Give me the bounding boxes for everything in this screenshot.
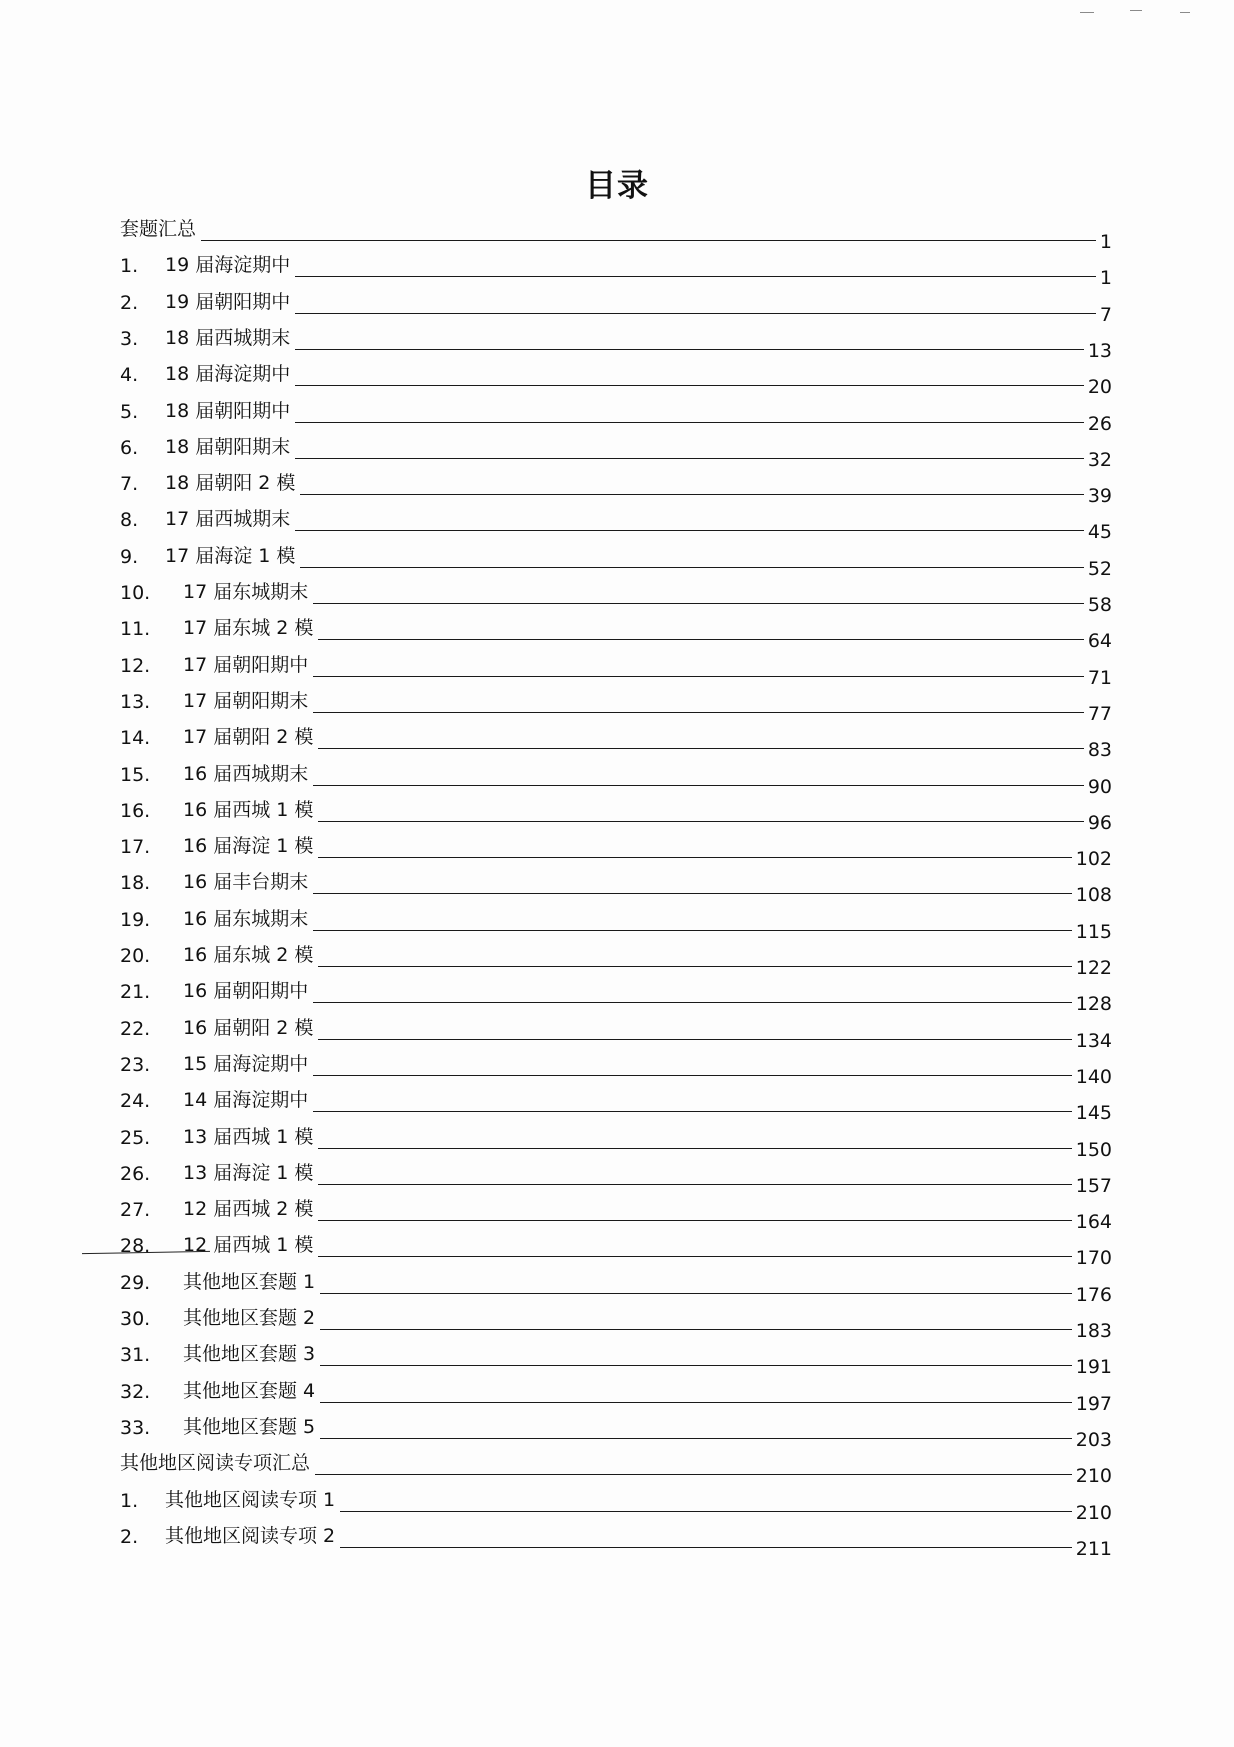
toc-entry-label: 15 届海淀期中 <box>183 1052 309 1075</box>
toc-leader-line <box>295 422 1084 423</box>
scan-mark <box>1180 12 1190 13</box>
toc-leader-line <box>313 1002 1072 1003</box>
toc-entry-label: 17 届朝阳期末 <box>183 689 309 712</box>
toc-entry <box>120 1187 1112 1234</box>
toc-entry <box>120 425 1112 471</box>
toc-entry-number: 2. <box>120 1525 139 1548</box>
toc-entry-label: 14 届海淀期中 <box>183 1089 309 1112</box>
toc-entry-label: 17 届东城期末 <box>183 581 309 603</box>
toc-entry-label: 16 届朝阳 2 模 <box>183 1016 314 1039</box>
toc-leader-line <box>295 276 1096 277</box>
toc-entry-page: 210 <box>1075 1465 1112 1488</box>
toc-entry-number: 17. <box>120 836 151 859</box>
toc-leader-line <box>318 748 1083 749</box>
toc-entry-label: 13 届海淀 1 模 <box>183 1161 314 1184</box>
toc-leader-line <box>318 1039 1071 1040</box>
toc-entry-number: 24. <box>120 1090 151 1113</box>
toc-entry-number: 28. <box>120 1235 151 1258</box>
toc-entry-number: 14. <box>120 727 151 750</box>
toc-entry <box>120 1260 1112 1306</box>
toc-leader-line <box>201 240 1096 241</box>
toc-entry-page: 108 <box>1075 884 1112 907</box>
toc-entry-page: 13 <box>1087 339 1112 362</box>
toc-entry <box>120 1369 1112 1415</box>
toc-leader-line <box>318 1148 1071 1149</box>
toc-entry-page: 170 <box>1075 1247 1112 1270</box>
toc-entry <box>120 1115 1112 1161</box>
toc-entry-page: 32 <box>1087 448 1112 471</box>
toc-entry-number: 1. <box>120 1489 139 1512</box>
toc-entry-label: 其他地区阅读专项 1 <box>165 1488 336 1511</box>
toc-entry-label: 16 届东城期末 <box>183 907 309 930</box>
toc-entry <box>120 497 1112 544</box>
toc-entry <box>120 1296 1112 1342</box>
toc-leader-line <box>318 821 1083 822</box>
toc-entry-page: 210 <box>1075 1501 1112 1524</box>
toc-leader-line <box>320 1329 1072 1330</box>
toc-entry-number: 5. <box>120 400 139 423</box>
toc-leader-line <box>313 1075 1072 1076</box>
toc-leader-line <box>313 785 1084 786</box>
toc-entry-number: 3. <box>120 327 139 350</box>
toc-entry-number: 8. <box>120 509 139 532</box>
toc-entry-page: 157 <box>1075 1174 1112 1197</box>
toc-entry-number: 16. <box>120 799 151 822</box>
toc-entry-page: 1 <box>1099 231 1112 253</box>
toc-entry <box>120 1006 1112 1052</box>
toc-leader-line <box>300 567 1083 568</box>
toc-entry-label: 16 届丰台期末 <box>183 871 309 894</box>
toc-leader-line <box>295 313 1096 314</box>
toc-entry <box>120 860 1112 907</box>
toc-entry-number: 33. <box>120 1416 151 1439</box>
toc-leader-line <box>313 676 1084 677</box>
toc-leader-line <box>320 1293 1072 1294</box>
toc-entry-label: 12 届西城 1 模 <box>183 1234 314 1257</box>
toc-entry-page: 183 <box>1075 1320 1112 1342</box>
toc-entry-label: 17 届朝阳期中 <box>183 653 309 676</box>
toc-leader-line <box>300 494 1083 495</box>
toc-entry <box>120 1441 1112 1488</box>
toc-entry <box>120 1478 1112 1524</box>
toc-entry-label: 19 届朝阳期中 <box>165 290 291 313</box>
toc-entry-page: 211 <box>1075 1537 1112 1560</box>
toc-leader-line <box>295 385 1084 386</box>
toc-entry-label: 19 届海淀期中 <box>165 254 291 277</box>
toc-entry-number: 21. <box>120 981 151 1004</box>
toc-entry-label: 16 届朝阳期中 <box>183 980 309 1003</box>
toc-entry-label: 13 届西城 1 模 <box>183 1125 314 1148</box>
toc-entry-page: 1 <box>1099 267 1112 290</box>
toc-leader-line <box>318 857 1071 858</box>
toc-entry-label: 其他地区套题 2 <box>183 1307 316 1329</box>
toc-entry-page: 115 <box>1075 920 1112 943</box>
toc-leader-line <box>318 1220 1071 1221</box>
toc-leader-line <box>318 639 1083 640</box>
toc-leader-line <box>313 930 1072 931</box>
toc-leader-line <box>315 1474 1072 1475</box>
toc-entry-label: 16 届西城期末 <box>183 762 309 785</box>
toc-entry-label: 其他地区阅读专项 2 <box>165 1524 336 1547</box>
toc-leader-line <box>320 1402 1072 1403</box>
toc-entry-page: 58 <box>1087 594 1112 616</box>
toc-entry-page: 140 <box>1075 1065 1112 1088</box>
toc-entry-page: 26 <box>1087 412 1112 435</box>
toc-entry-page: 52 <box>1087 557 1112 580</box>
toc-entry-number: 9. <box>120 545 139 568</box>
toc-leader-line <box>313 1111 1072 1112</box>
toc-entry-label: 其他地区阅读专项汇总 <box>120 1452 311 1475</box>
toc-entry-label: 套题汇总 <box>120 218 197 240</box>
toc-entry <box>120 1078 1112 1125</box>
toc-entry-page: 164 <box>1075 1211 1112 1234</box>
toc-entry-page: 64 <box>1087 630 1112 653</box>
toc-entry <box>120 243 1112 290</box>
toc-entry <box>120 969 1112 1016</box>
toc-entry-number: 20. <box>120 945 151 967</box>
toc-entry-page: 77 <box>1087 702 1112 725</box>
toc-entry <box>120 1332 1112 1379</box>
toc-entry <box>120 316 1112 362</box>
toc-leader-line <box>313 712 1084 713</box>
toc-entry-page: 122 <box>1075 957 1112 979</box>
toc-entry-page: 197 <box>1075 1392 1112 1415</box>
toc-entry-page: 39 <box>1087 485 1112 508</box>
toc-entry-page: 150 <box>1075 1138 1112 1161</box>
toc-entry-number: 1. <box>120 255 139 278</box>
toc-leader-line <box>318 1184 1071 1185</box>
toc-entry <box>120 280 1112 326</box>
toc-entry-label: 17 届朝阳 2 模 <box>183 726 314 749</box>
toc-entry-number: 10. <box>120 582 151 604</box>
toc-entry-number: 19. <box>120 908 151 931</box>
toc-entry-number: 22. <box>120 1017 151 1040</box>
toc-entry <box>120 606 1112 653</box>
toc-entry-page: 7 <box>1099 303 1112 326</box>
toc-leader-line <box>295 349 1084 350</box>
toc-entry-label: 16 届海淀 1 模 <box>183 835 314 858</box>
toc-entry-number: 31. <box>120 1344 151 1367</box>
toc-entry <box>120 752 1112 798</box>
toc-title: 目录 <box>585 168 649 204</box>
toc-entry <box>120 824 1112 871</box>
toc-entry-label: 18 届朝阳期中 <box>165 399 291 422</box>
toc-entry <box>120 897 1112 943</box>
toc-leader-line <box>340 1511 1072 1512</box>
toc-entry-label: 其他地区套题 3 <box>183 1343 316 1366</box>
toc-leader-line <box>320 1438 1072 1439</box>
toc-leader-line <box>340 1547 1072 1548</box>
toc-leader-line <box>313 603 1084 604</box>
toc-leader-line <box>313 893 1072 894</box>
toc-entry-label: 其他地区套题 5 <box>183 1415 316 1438</box>
toc-entry-number: 2. <box>120 291 139 314</box>
toc-entry <box>120 679 1112 725</box>
toc-entry <box>120 352 1112 399</box>
toc-entry-number: 15. <box>120 763 151 786</box>
toc-entry <box>120 1514 1112 1560</box>
toc-entry <box>120 1042 1112 1088</box>
toc-entry <box>120 643 1112 689</box>
toc-entry-page: 128 <box>1075 993 1112 1016</box>
toc-entry-page: 96 <box>1087 811 1112 834</box>
toc-entry-page: 83 <box>1087 739 1112 762</box>
scan-mark <box>1130 10 1142 11</box>
toc-entry-label: 其他地区套题 4 <box>183 1379 316 1402</box>
toc-entry-label: 18 届海淀期中 <box>165 363 291 386</box>
toc-leader-line <box>320 1365 1072 1366</box>
toc-entry-label: 其他地区套题 1 <box>183 1270 316 1293</box>
toc-entry-number: 7. <box>120 473 139 496</box>
toc-entry-page: 134 <box>1075 1029 1112 1052</box>
toc-entry-number: 30. <box>120 1308 151 1330</box>
toc-entry-number: 12. <box>120 654 151 677</box>
toc-entry-label: 17 届海淀 1 模 <box>165 544 296 567</box>
toc-entry-label: 17 届西城期末 <box>165 508 291 531</box>
toc-leader-line <box>295 458 1084 459</box>
toc-entry-page: 20 <box>1087 376 1112 399</box>
toc-entry-number: 27. <box>120 1199 151 1222</box>
toc-entry-label: 16 届西城 1 模 <box>183 798 314 821</box>
toc-leader-line <box>295 530 1084 531</box>
toc-entry <box>120 1151 1112 1197</box>
toc-entry-label: 16 届东城 2 模 <box>183 944 314 966</box>
toc-entry-page: 145 <box>1075 1102 1112 1125</box>
toc-entry <box>120 788 1112 834</box>
toc-entry-number: 13. <box>120 690 151 713</box>
toc-entry-number: 4. <box>120 364 139 387</box>
toc-entry-label: 18 届朝阳期末 <box>165 435 291 458</box>
toc-entry-label: 18 届朝阳 2 模 <box>165 472 296 495</box>
toc-entry-label: 12 届西城 2 模 <box>183 1198 314 1221</box>
toc-entry-page: 176 <box>1075 1283 1112 1306</box>
toc-entry-page: 71 <box>1087 666 1112 689</box>
toc-entry <box>120 461 1112 508</box>
toc-entry <box>120 1223 1112 1270</box>
toc-entry-page: 191 <box>1075 1356 1112 1379</box>
toc-entry-page: 90 <box>1087 775 1112 798</box>
toc-entry-number: 23. <box>120 1053 151 1076</box>
toc-leader-line <box>318 966 1071 967</box>
toc-entry-number: 18. <box>120 872 151 895</box>
toc-entry <box>120 389 1112 435</box>
toc-entry-label: 17 届东城 2 模 <box>183 617 314 640</box>
toc-entry-number: 25. <box>120 1126 151 1149</box>
toc-entry-number: 29. <box>120 1271 151 1294</box>
toc-entry-number: 11. <box>120 618 151 641</box>
toc-entry-label: 18 届西城期末 <box>165 326 291 349</box>
toc-entry-page: 203 <box>1075 1428 1112 1451</box>
toc-leader-line <box>318 1256 1071 1257</box>
toc-entry-number: 32. <box>120 1380 151 1403</box>
toc-entry <box>120 570 1112 616</box>
toc-entry <box>120 933 1112 979</box>
toc-entry <box>120 207 1112 253</box>
toc-entry-number: 26. <box>120 1162 151 1185</box>
toc-entry-page: 102 <box>1075 848 1112 871</box>
toc-entry <box>120 1405 1112 1451</box>
scan-mark <box>1080 12 1094 13</box>
toc-entry-page: 45 <box>1087 521 1112 544</box>
toc-entry <box>120 534 1112 580</box>
toc-entry <box>120 715 1112 762</box>
toc-entry-number: 6. <box>120 436 139 459</box>
